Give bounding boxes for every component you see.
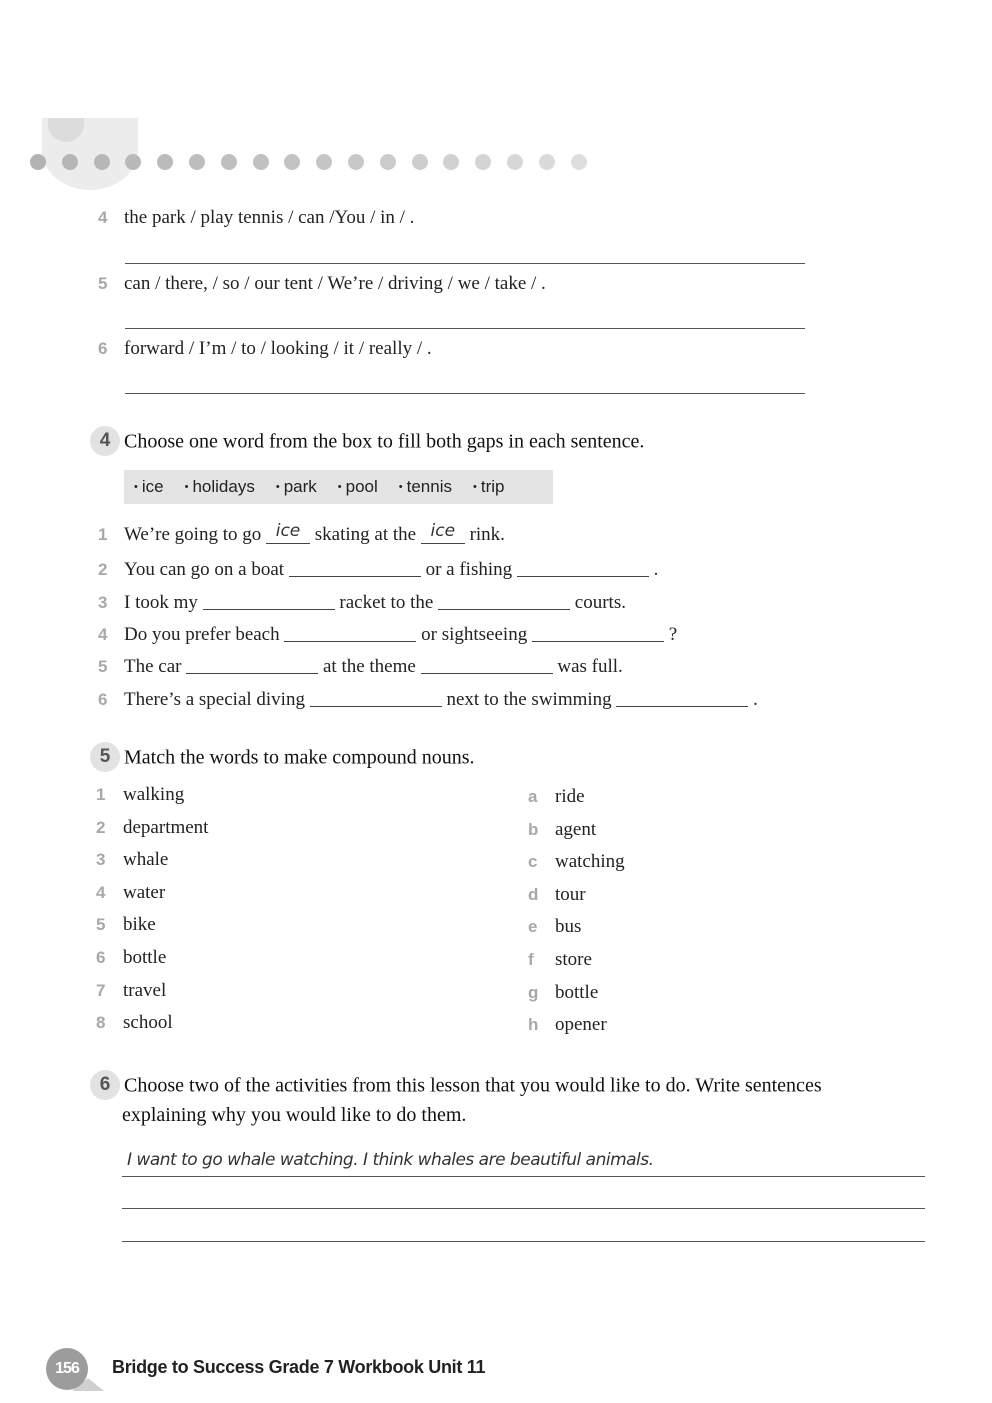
gap-2[interactable]	[517, 559, 649, 577]
match-word: bottle	[555, 981, 599, 1003]
item-letter: e	[528, 917, 538, 937]
page-number-badge: 156	[46, 1348, 88, 1390]
sentence-part: racket to the	[339, 592, 434, 613]
match-left-item[interactable]	[96, 817, 208, 850]
ex3-answer-line-5[interactable]	[125, 328, 805, 329]
match-right-column	[528, 786, 625, 1047]
item-letter: g	[528, 982, 539, 1002]
exercise-instruction-line-2: explaining why you would like to do them.	[122, 1104, 467, 1126]
item-letter: a	[528, 787, 538, 806]
dot	[221, 154, 237, 170]
match-right-item[interactable]	[528, 851, 625, 884]
dot	[539, 154, 555, 170]
match-left-item[interactable]	[96, 980, 208, 1013]
item-number: 2	[98, 560, 108, 579]
handwritten-answer: ice	[430, 521, 456, 541]
ex3-answer-line-4[interactable]	[125, 263, 805, 264]
ex4-sentence-5	[98, 654, 623, 678]
dot	[412, 154, 428, 170]
item-letter: b	[528, 819, 539, 839]
ex3-item-6	[98, 338, 432, 360]
dot	[475, 154, 491, 170]
ex4-sentence-3	[98, 590, 626, 614]
match-word: whale	[123, 849, 169, 871]
header-dot-row	[30, 154, 587, 170]
sentence-part: was full.	[557, 656, 623, 677]
word-box-item: • pool	[338, 477, 378, 497]
exercise-number-badge: 5	[90, 742, 120, 772]
item-number: 4	[98, 625, 108, 644]
sentence-part: We’re going to go	[124, 524, 262, 545]
match-word: watching	[555, 851, 625, 873]
sentence-part: or sightseeing	[421, 624, 528, 645]
item-number: 1	[96, 785, 106, 804]
item-number: 2	[96, 817, 106, 837]
sentence-part: There’s a special diving	[124, 689, 305, 710]
ex3-item-4	[98, 207, 414, 229]
match-right-item[interactable]	[528, 982, 625, 1015]
gap-1[interactable]	[186, 656, 318, 674]
gap-2[interactable]	[438, 592, 570, 610]
match-left-column	[96, 784, 208, 1045]
item-number: 4	[98, 208, 108, 227]
ex4-sentence-6	[98, 687, 758, 711]
item-number: 6	[98, 339, 108, 358]
match-right-item[interactable]	[528, 786, 625, 819]
sentence-part: Do you prefer beach	[124, 624, 280, 645]
item-number: 6	[96, 947, 106, 967]
match-word: tour	[555, 883, 586, 905]
match-right-item[interactable]	[528, 1014, 625, 1047]
gap-2[interactable]	[421, 521, 465, 544]
sentence-part: ?	[668, 624, 678, 645]
item-prompt: forward / I’m / to / looking / it / really / .	[124, 338, 432, 359]
exercise-number-badge: 6	[90, 1070, 120, 1100]
ex4-sentence-1	[98, 521, 505, 546]
gap-1[interactable]	[284, 624, 416, 642]
word-box-item: • park	[276, 477, 317, 497]
dot	[443, 154, 459, 170]
match-left-item[interactable]	[96, 849, 208, 882]
dot	[284, 154, 300, 170]
item-letter: h	[528, 1015, 539, 1035]
item-letter: c	[528, 852, 538, 872]
word-box	[124, 470, 553, 504]
match-left-item[interactable]	[96, 784, 208, 817]
exercise-5-heading	[90, 744, 475, 774]
exercise-6-heading-continued	[122, 1104, 466, 1127]
sentence-part: .	[653, 559, 659, 580]
gap-2[interactable]	[532, 624, 664, 642]
sentence-part: The car	[124, 656, 182, 677]
exercise-6-heading	[90, 1072, 822, 1102]
item-prompt: the park / play tennis / can /You / in / .	[124, 207, 415, 228]
item-number: 8	[96, 1013, 106, 1033]
item-number: 5	[96, 915, 106, 935]
sentence-part: courts.	[574, 592, 626, 613]
match-word: water	[123, 881, 166, 903]
sentence-part: You can go on a boat	[124, 559, 285, 580]
match-left-item[interactable]	[96, 947, 208, 980]
sentence-part: next to the swimming	[446, 689, 612, 710]
word-box-item: • tennis	[399, 477, 452, 497]
match-left-item[interactable]	[96, 914, 208, 947]
ex3-answer-line-6[interactable]	[125, 393, 805, 394]
gap-1[interactable]	[203, 592, 335, 610]
ex6-answer-line-3[interactable]	[122, 1241, 925, 1242]
gap-1[interactable]	[289, 559, 421, 577]
sentence-part: skating at the	[314, 524, 417, 545]
match-word: bus	[555, 916, 582, 938]
dot	[94, 154, 110, 170]
match-word: bike	[123, 914, 156, 936]
dot	[62, 154, 78, 170]
match-right-item[interactable]	[528, 949, 625, 982]
match-left-item[interactable]	[96, 1012, 208, 1045]
item-number: 5	[98, 274, 108, 293]
dot	[253, 154, 269, 170]
ex6-answer-line-1[interactable]	[122, 1176, 925, 1177]
dot	[348, 154, 364, 170]
match-word: travel	[123, 979, 167, 1001]
item-prompt: can / there, / so / our tent / We’re / driving / we / take / .	[124, 273, 546, 294]
match-word: bottle	[123, 946, 167, 968]
dot	[30, 154, 46, 170]
word-box-item: • ice	[134, 477, 164, 497]
exercise-4-heading	[90, 428, 644, 458]
match-right-item[interactable]	[528, 819, 625, 852]
dot	[380, 154, 396, 170]
match-word: ride	[555, 786, 585, 807]
exercise-instruction: Choose one word from the box to fill both gaps in each sentence.	[124, 430, 645, 453]
ex4-sentence-2	[98, 557, 658, 581]
gap-1[interactable]	[266, 521, 310, 544]
dot	[189, 154, 205, 170]
ex4-sentence-4	[98, 622, 677, 646]
match-right-item[interactable]	[528, 916, 625, 949]
exercise-instruction-line-1: Choose two of the activities from this lesson that you would like to do. Write sentences	[124, 1074, 822, 1097]
dot	[507, 154, 523, 170]
item-number: 3	[96, 850, 106, 870]
ex3-item-5	[98, 273, 546, 295]
match-word: store	[555, 948, 592, 970]
ex6-answer-line-2[interactable]	[122, 1208, 925, 1209]
item-number: 5	[98, 657, 108, 676]
match-word: school	[123, 1012, 173, 1034]
match-left-item[interactable]	[96, 882, 208, 915]
item-number: 4	[96, 882, 106, 902]
match-right-item[interactable]	[528, 884, 625, 917]
word-box-item: • holidays	[185, 477, 255, 497]
dot	[316, 154, 332, 170]
item-number: 1	[98, 525, 108, 544]
match-word: opener	[555, 1014, 607, 1036]
match-word: agent	[555, 818, 597, 840]
gap-1[interactable]	[310, 689, 442, 707]
handwritten-answer: ice	[275, 521, 301, 541]
sentence-part: rink.	[469, 524, 505, 545]
sentence-part: or a fishing	[425, 559, 513, 580]
handwritten-answer: I want to go whale watching. I think whales are beautiful animals.	[127, 1150, 654, 1170]
gap-2[interactable]	[616, 689, 748, 707]
item-letter: f	[528, 949, 534, 969]
gap-2[interactable]	[421, 656, 553, 674]
footer-title: Bridge to Success Grade 7 Workbook Unit 11	[112, 1357, 486, 1377]
dot	[571, 154, 587, 170]
dot	[157, 154, 173, 170]
sentence-part: I took my	[124, 592, 198, 613]
dot	[125, 154, 141, 170]
word-box-item: • trip	[473, 477, 504, 497]
item-letter: d	[528, 884, 539, 904]
sentence-part: .	[753, 689, 758, 710]
match-word: department	[123, 816, 209, 838]
item-number: 6	[98, 690, 108, 709]
exercise-instruction: Match the words to make compound nouns.	[124, 746, 475, 769]
match-word: walking	[123, 784, 185, 805]
sentence-part: at the theme	[322, 656, 416, 677]
item-number: 7	[96, 980, 106, 1000]
item-number: 3	[98, 593, 108, 612]
exercise-number-badge: 4	[90, 426, 120, 456]
